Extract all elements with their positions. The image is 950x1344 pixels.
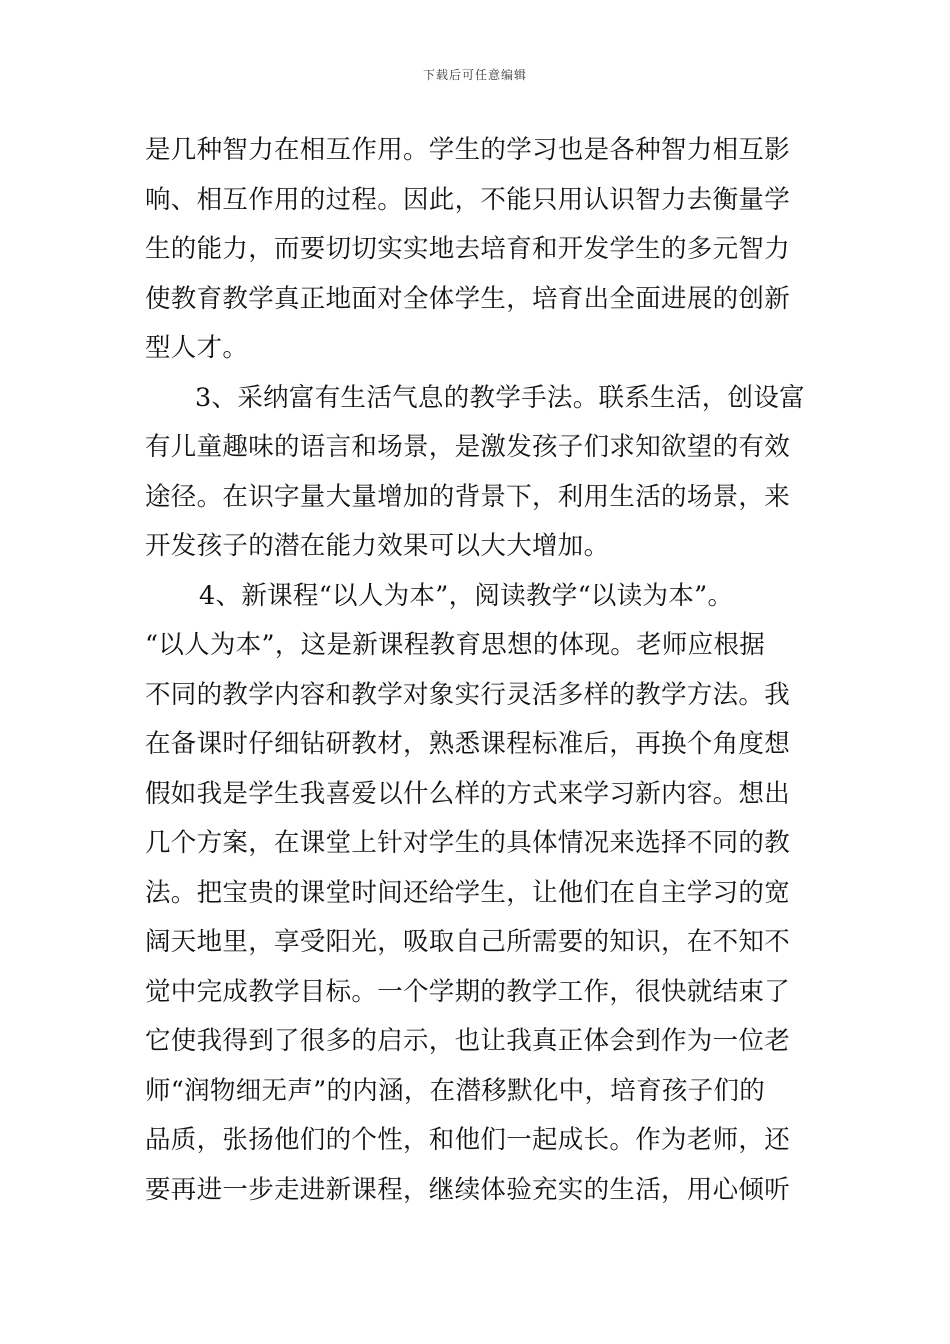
text-line: 假如我是学生我喜爱以什么样的方式来学习新内容。想出	[145, 778, 791, 809]
text-line: 生的能力，而要切切实实地去培育和开发学生的多元智力	[145, 234, 791, 264]
document-body	[145, 126, 810, 1215]
paragraph-3-start: 3、采纳富有生活气息的教学手法。联系生活，创设富	[195, 382, 805, 413]
text-line: 阔天地里，享受阳光，吸取自己所需要的知识，在不知不	[145, 927, 791, 957]
text-line: 开发孩子的潜在能力效果可以大大增加。	[145, 531, 610, 561]
text-line: 使教育教学真正地面对全体学生，培育出全面进展的创新	[145, 283, 791, 314]
text-line: 型人才。	[145, 333, 249, 363]
text-line: 要再进一步走进新课程，继续体验充实的生活，用心倾听	[145, 1174, 791, 1205]
text-line: 它使我得到了很多的启示，也让我真正体会到作为一位老	[145, 1026, 791, 1056]
text-line: 在备课时仔细钻研教材，熟悉课程标准后，再换个角度想	[145, 729, 791, 759]
text-line: “以人为本”，这是新课程教育思想的体现。老师应根据	[145, 630, 766, 660]
text-line: 品质，张扬他们的个性，和他们一起成长。作为老师，还	[145, 1125, 791, 1155]
text-line: 师“润物细无声”的内涵，在潜移默化中，培育孩子们的	[145, 1075, 766, 1106]
page-header-note: 下载后可任意编辑	[422, 68, 527, 82]
text-line: 是几种智力在相互作用。学生的学习也是各种智力相互影	[145, 135, 791, 165]
text-line: 几个方案，在课堂上针对学生的具体情况来选择不同的教	[145, 828, 791, 858]
text-line: 法。把宝贵的课堂时间还给学生，让他们在自主学习的宽	[145, 877, 791, 908]
text-line: 不同的教学内容和教学对象实行灵活多样的教学方法。我	[145, 679, 791, 710]
paragraph-4-start: 4、新课程“以人为本”，阅读教学“以读为本”。	[199, 580, 734, 611]
text-line: 觉中完成教学目标。一个学期的教学工作，很快就结束了	[145, 976, 791, 1007]
text-line: 响、相互作用的过程。因此，不能只用认识智力去衡量学	[145, 184, 791, 215]
text-line: 有儿童趣味的语言和场景，是激发孩子们求知欲望的有效	[145, 432, 791, 462]
text-line: 途径。在识字量大量增加的背景下，利用生活的场景，来	[145, 481, 791, 512]
